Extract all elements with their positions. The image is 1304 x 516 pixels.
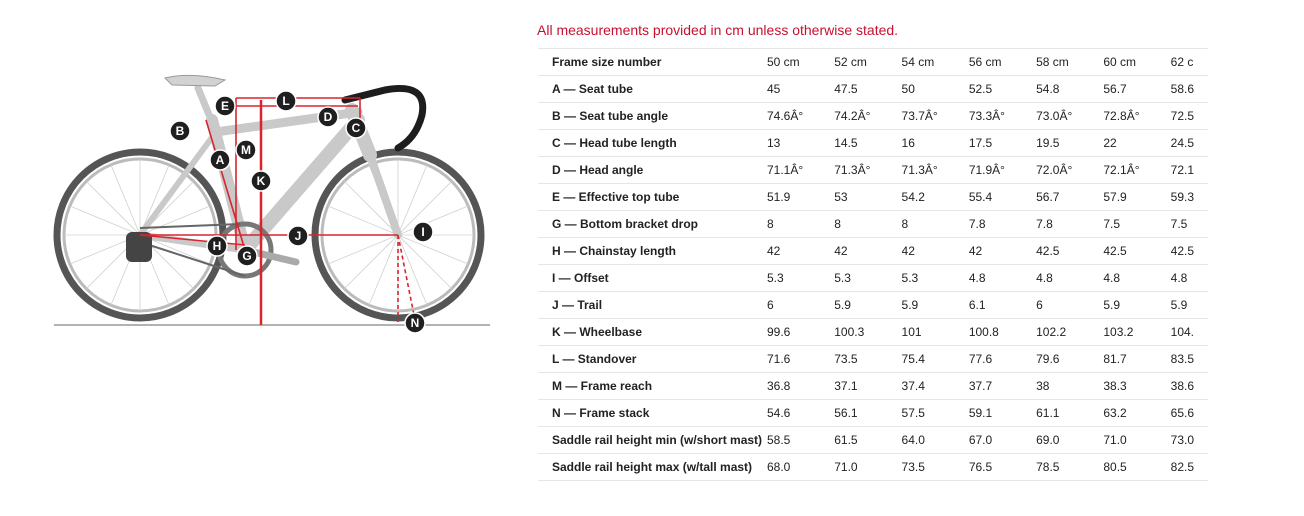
- table-cell: 56.7: [1036, 184, 1103, 211]
- table-cell: 42: [767, 238, 834, 265]
- table-cell: 5.9: [834, 292, 901, 319]
- svg-text:I: I: [421, 225, 425, 239]
- table-cell: 37.1: [834, 373, 901, 400]
- row-label: J — Trail: [538, 292, 767, 319]
- table-cell: 7.5: [1103, 211, 1170, 238]
- size-header: 60 cm: [1103, 49, 1170, 76]
- table-cell: 57.5: [902, 400, 969, 427]
- table-row: [538, 76, 1208, 103]
- table-cell: 73.3Â°: [969, 103, 1036, 130]
- table-cell: 59.3: [1171, 184, 1208, 211]
- table-cell: 72.0Â°: [1036, 157, 1103, 184]
- row-label: N — Frame stack: [538, 400, 767, 427]
- table-cell: 56.1: [834, 400, 901, 427]
- svg-text:A: A: [215, 153, 225, 167]
- table-cell: 7.5: [1171, 211, 1208, 238]
- table-cell: 14.5: [834, 130, 901, 157]
- table-cell: 5.9: [902, 292, 969, 319]
- table-row: [538, 238, 1208, 265]
- svg-text:B: B: [175, 124, 185, 138]
- table-cell: 74.2Â°: [834, 103, 901, 130]
- svg-text:K: K: [256, 174, 266, 188]
- bike-geometry-diagram: [40, 60, 510, 360]
- table-row: [538, 157, 1208, 184]
- row-label: Saddle rail height max (w/tall mast): [538, 454, 767, 481]
- table-row: [538, 400, 1208, 427]
- table-cell: 71.0: [1103, 427, 1170, 454]
- table-cell: 67.0: [969, 427, 1036, 454]
- table-cell: 80.5: [1103, 454, 1170, 481]
- table-cell: 24.5: [1171, 130, 1208, 157]
- table-cell: 42.5: [1103, 238, 1170, 265]
- table-cell: 73.0: [1171, 427, 1208, 454]
- table-row: [538, 319, 1208, 346]
- table-row: [538, 292, 1208, 319]
- marker-m-icon: [276, 91, 296, 111]
- table-cell: 54.8: [1036, 76, 1103, 103]
- table-row: [538, 211, 1208, 238]
- table-cell: 7.8: [1036, 211, 1103, 238]
- table-cell: 22: [1103, 130, 1170, 157]
- table-cell: 4.8: [1171, 265, 1208, 292]
- table-cell: 101: [902, 319, 969, 346]
- table-cell: 5.3: [834, 265, 901, 292]
- measurement-notice: All measurements provided in cm unless otherwise stated.: [537, 22, 899, 38]
- table-cell: 63.2: [1103, 400, 1170, 427]
- table-cell: 75.4: [902, 346, 969, 373]
- marker-a-icon: [210, 150, 230, 170]
- header-label: Frame size number: [538, 49, 767, 76]
- row-label: M — Frame reach: [538, 373, 767, 400]
- marker-k-icon: [288, 226, 308, 246]
- table-cell: 4.8: [969, 265, 1036, 292]
- size-header: 50 cm: [767, 49, 834, 76]
- table-cell: 8: [767, 211, 834, 238]
- table-cell: 53: [834, 184, 901, 211]
- table-cell: 38.3: [1103, 373, 1170, 400]
- table-cell: 71.9Â°: [969, 157, 1036, 184]
- row-label: Saddle rail height min (w/short mast): [538, 427, 767, 454]
- table-row: [538, 265, 1208, 292]
- table-cell: 6: [767, 292, 834, 319]
- table-cell: 73.5: [902, 454, 969, 481]
- table-cell: 16: [902, 130, 969, 157]
- svg-text:J: J: [294, 229, 302, 243]
- table-row: [538, 346, 1208, 373]
- row-label: C — Head tube length: [538, 130, 767, 157]
- table-cell: 78.5: [1036, 454, 1103, 481]
- table-cell: 55.4: [969, 184, 1036, 211]
- table-cell: 72.5: [1171, 103, 1208, 130]
- table-cell: 79.6: [1036, 346, 1103, 373]
- table-cell: 102.2: [1036, 319, 1103, 346]
- table-cell: 99.6: [767, 319, 834, 346]
- saddle: [165, 75, 225, 86]
- table-row: [538, 130, 1208, 157]
- table-cell: 42: [902, 238, 969, 265]
- table-cell: 5.3: [902, 265, 969, 292]
- table-cell: 36.8: [767, 373, 834, 400]
- table-cell: 58.6: [1171, 76, 1208, 103]
- row-label: A — Seat tube: [538, 76, 767, 103]
- table-cell: 42.5: [1036, 238, 1103, 265]
- table-row: [538, 373, 1208, 400]
- marker-j-icon: [405, 313, 425, 333]
- marker-i-icon: [413, 222, 433, 242]
- size-header: 56 cm: [969, 49, 1036, 76]
- svg-text:N: N: [410, 316, 420, 330]
- table-cell: 103.2: [1103, 319, 1170, 346]
- row-label: I — Offset: [538, 265, 767, 292]
- table-cell: 52.5: [969, 76, 1036, 103]
- table-cell: 45: [767, 76, 834, 103]
- table-cell: 71.3Â°: [902, 157, 969, 184]
- size-header: 62 c: [1171, 49, 1208, 76]
- table-cell: 38.6: [1171, 373, 1208, 400]
- row-label: L — Standover: [538, 346, 767, 373]
- table-cell: 6.1: [969, 292, 1036, 319]
- table-cell: 83.5: [1171, 346, 1208, 373]
- marker-h-icon: [207, 236, 227, 256]
- table-cell: 81.7: [1103, 346, 1170, 373]
- table-cell: 71.6: [767, 346, 834, 373]
- table-cell: 17.5: [969, 130, 1036, 157]
- svg-text:E: E: [220, 99, 230, 113]
- svg-text:L: L: [282, 94, 290, 108]
- marker-l-icon: [251, 171, 271, 191]
- row-label: K — Wheelbase: [538, 319, 767, 346]
- table-cell: 68.0: [767, 454, 834, 481]
- table-cell: 73.7Â°: [902, 103, 969, 130]
- table-cell: 8: [834, 211, 901, 238]
- table-cell: 73.0Â°: [1036, 103, 1103, 130]
- table-body: [538, 76, 1208, 481]
- table-cell: 100.8: [969, 319, 1036, 346]
- table-cell: 61.5: [834, 427, 901, 454]
- table-cell: 4.8: [1036, 265, 1103, 292]
- table-cell: 64.0: [902, 427, 969, 454]
- table-cell: 42.5: [1171, 238, 1208, 265]
- table-cell: 76.5: [969, 454, 1036, 481]
- table-cell: 72.8Â°: [1103, 103, 1170, 130]
- marker-b-icon: [170, 121, 190, 141]
- table-cell: 65.6: [1171, 400, 1208, 427]
- table-cell: 7.8: [969, 211, 1036, 238]
- table-cell: 69.0: [1036, 427, 1103, 454]
- size-header: 58 cm: [1036, 49, 1103, 76]
- marker-n-icon: [236, 140, 256, 160]
- table-cell: 42: [834, 238, 901, 265]
- table-row: [538, 103, 1208, 130]
- table-cell: 71.3Â°: [834, 157, 901, 184]
- table-cell: 51.9: [767, 184, 834, 211]
- table-cell: 61.1: [1036, 400, 1103, 427]
- svg-text:C: C: [351, 121, 361, 135]
- table-cell: 58.5: [767, 427, 834, 454]
- table-cell: 59.1: [969, 400, 1036, 427]
- table-cell: 56.7: [1103, 76, 1170, 103]
- svg-text:G: G: [242, 249, 252, 263]
- marker-e-icon: [215, 96, 235, 116]
- marker-g-icon: [237, 246, 257, 266]
- table-cell: 42: [969, 238, 1036, 265]
- table-header-row: [538, 49, 1208, 76]
- geometry-table-container[interactable]: [538, 48, 1208, 481]
- geometry-table: [538, 48, 1208, 481]
- table-cell: 100.3: [834, 319, 901, 346]
- table-cell: 8: [902, 211, 969, 238]
- table-cell: 5.3: [767, 265, 834, 292]
- marker-c-icon: [346, 118, 366, 138]
- table-cell: 72.1: [1171, 157, 1208, 184]
- table-cell: 104.: [1171, 319, 1208, 346]
- table-cell: 37.7: [969, 373, 1036, 400]
- table-cell: 73.5: [834, 346, 901, 373]
- table-cell: 6: [1036, 292, 1103, 319]
- row-label: B — Seat tube angle: [538, 103, 767, 130]
- table-cell: 47.5: [834, 76, 901, 103]
- table-cell: 71.0: [834, 454, 901, 481]
- row-label: G — Bottom bracket drop: [538, 211, 767, 238]
- table-cell: 5.9: [1103, 292, 1170, 319]
- row-label: H — Chainstay length: [538, 238, 767, 265]
- svg-text:H: H: [212, 239, 222, 253]
- svg-text:D: D: [323, 110, 333, 124]
- table-cell: 54.2: [902, 184, 969, 211]
- table-cell: 37.4: [902, 373, 969, 400]
- marker-d-icon: [318, 107, 338, 127]
- table-cell: 13: [767, 130, 834, 157]
- row-label: D — Head angle: [538, 157, 767, 184]
- table-row: [538, 184, 1208, 211]
- row-label: E — Effective top tube: [538, 184, 767, 211]
- table-cell: 54.6: [767, 400, 834, 427]
- table-cell: 5.9: [1171, 292, 1208, 319]
- table-cell: 72.1Â°: [1103, 157, 1170, 184]
- table-row: [538, 454, 1208, 481]
- table-cell: 77.6: [969, 346, 1036, 373]
- table-cell: 38: [1036, 373, 1103, 400]
- size-header: 52 cm: [834, 49, 901, 76]
- table-cell: 74.6Â°: [767, 103, 834, 130]
- table-cell: 19.5: [1036, 130, 1103, 157]
- table-cell: 82.5: [1171, 454, 1208, 481]
- size-header: 54 cm: [902, 49, 969, 76]
- table-cell: 4.8: [1103, 265, 1170, 292]
- svg-text:M: M: [241, 143, 251, 157]
- table-row: [538, 427, 1208, 454]
- table-cell: 71.1Â°: [767, 157, 834, 184]
- table-cell: 50: [902, 76, 969, 103]
- table-cell: 57.9: [1103, 184, 1170, 211]
